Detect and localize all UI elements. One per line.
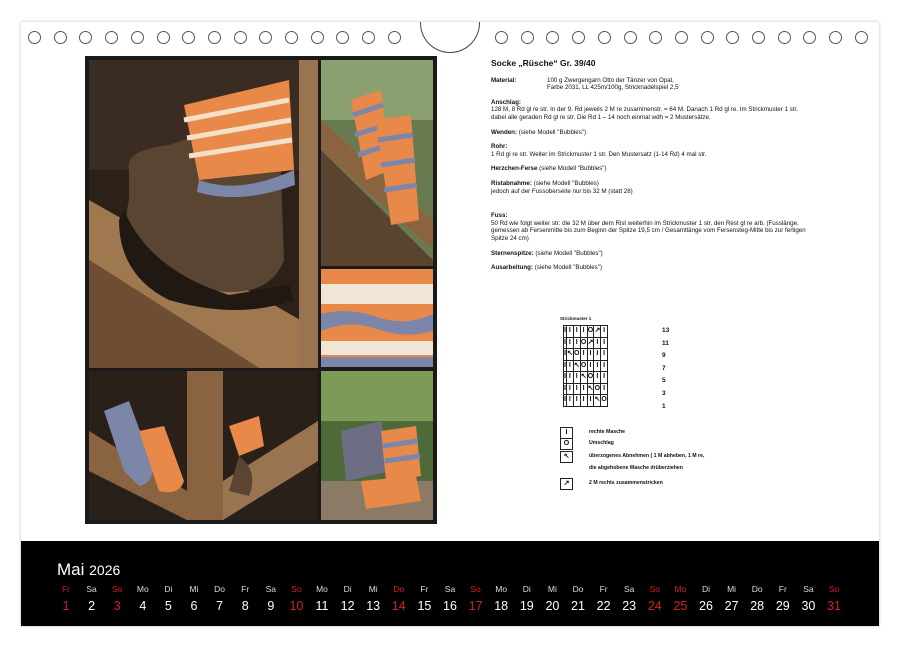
- chart-cell: ↖: [573, 360, 580, 372]
- day-number: 9: [267, 599, 275, 613]
- day-name: So: [291, 584, 302, 594]
- chart-row-number: 9: [662, 352, 666, 360]
- binding-ring: [803, 31, 816, 44]
- chart-cell: I: [580, 349, 587, 361]
- chart-cell: I: [601, 383, 607, 395]
- day-name: Mi: [547, 584, 557, 594]
- rist-text: (siehe Modell "Bubbles): [533, 179, 599, 187]
- day-number: 6: [190, 599, 198, 613]
- chart-cell: I: [594, 337, 601, 349]
- ferse-section: [491, 165, 811, 173]
- chart-cell: I: [573, 372, 580, 384]
- binding-ring: [208, 31, 221, 44]
- day-name: Mo: [674, 584, 687, 594]
- day-number: 21: [571, 599, 585, 613]
- material-line2: Farbe 2031, LL 425m/100g, Stricknadelspiel 2,5: [547, 84, 679, 92]
- binding-ring: [649, 31, 662, 44]
- day-number: 14: [391, 599, 406, 613]
- photo-socks-ladder: [89, 371, 318, 520]
- anschlag-section: [491, 99, 811, 122]
- chart-cell: O: [580, 360, 587, 372]
- day-name: Sa: [803, 584, 814, 594]
- spitze-text: (siehe Modell "Bubbles"): [535, 249, 603, 257]
- chart-cell: ↗: [594, 326, 601, 338]
- day-number: 26: [699, 599, 713, 613]
- day-name: Sa: [265, 584, 276, 594]
- chart-cell: I: [601, 337, 607, 349]
- binding-ring: [778, 31, 791, 44]
- chart-row: [564, 360, 608, 372]
- material-label: Material:: [491, 76, 517, 84]
- chart-cell: I: [564, 372, 567, 384]
- day-name: Di: [164, 584, 173, 594]
- chart-cell: I: [580, 326, 587, 338]
- day-number: 20: [545, 599, 560, 613]
- day-name: Do: [393, 584, 405, 594]
- month-title: [57, 560, 120, 580]
- day-name: Sa: [623, 584, 635, 594]
- month-name: Mai: [57, 560, 85, 579]
- pattern-instructions: [491, 60, 811, 279]
- day-number: 13: [366, 599, 381, 613]
- binding-ring: [572, 31, 585, 44]
- day-number: 18: [494, 599, 509, 613]
- chart-cell: I: [573, 383, 580, 395]
- binding-ring: [157, 31, 170, 44]
- legend-text-line: Umschlag: [589, 440, 614, 446]
- anschlag-label: Anschlag:: [491, 98, 521, 106]
- material-section: [491, 77, 811, 92]
- day-name: So: [111, 584, 123, 594]
- binding-ring: [285, 31, 298, 44]
- binding-ring: [336, 31, 349, 44]
- chart-cell: I: [580, 383, 587, 395]
- day-name: Di: [343, 584, 352, 594]
- chart-cell: I: [566, 395, 573, 407]
- chart-cell: I: [587, 349, 594, 361]
- ferse-text: (siehe Modell "Bubbles"): [539, 165, 607, 173]
- chart-cell: I: [594, 349, 601, 361]
- chart-row-number: 13: [662, 327, 670, 334]
- day-number: 31: [827, 599, 841, 613]
- photo-collage: [85, 56, 437, 524]
- day-number: 4: [139, 599, 147, 613]
- chart-cell: I: [601, 326, 607, 338]
- chart-row-number: 7: [662, 364, 666, 372]
- day-number: 10: [289, 599, 304, 613]
- day-name: Fr: [599, 584, 608, 594]
- chart-cell: O: [587, 372, 594, 384]
- pattern-title: Socke „Rüsche“ Gr. 39/40: [491, 58, 596, 68]
- day-number: 15: [417, 599, 432, 613]
- day-number: 12: [340, 599, 355, 613]
- day-name: Di: [701, 584, 711, 594]
- day-name: Fr: [241, 584, 250, 594]
- chart-cell: I: [566, 360, 573, 372]
- chart-row: [564, 395, 608, 407]
- day-number: 1: [62, 599, 70, 613]
- chart-cell: I: [601, 349, 607, 361]
- chart-cell: I: [573, 395, 580, 407]
- rist-text2: jedoch auf der Fussoberseite nur bis 32 M (statt 28): [491, 187, 633, 195]
- legend-symbol: O: [560, 438, 573, 450]
- legend-text: [589, 429, 625, 435]
- binding-ring: [829, 31, 842, 44]
- ausarb-label: Ausarbeitung:: [491, 264, 533, 272]
- day-number: 3: [113, 599, 121, 613]
- binding-ring: [105, 31, 118, 44]
- chart-cell: I: [564, 326, 567, 338]
- day-name: Sa: [86, 584, 97, 594]
- binding-ring: [521, 31, 534, 44]
- day-number: 22: [596, 599, 611, 613]
- day-name: So: [470, 584, 481, 594]
- chart-row: [564, 337, 608, 349]
- day-number: 8: [241, 599, 249, 613]
- chart-row-number: 3: [662, 390, 666, 397]
- chart-cell: I: [566, 372, 573, 384]
- binding-ring: [752, 31, 765, 44]
- binding-ring: [701, 31, 714, 44]
- photo-boot-sock-large: [89, 60, 318, 368]
- chart-cell: ↖: [566, 349, 573, 361]
- day-name: Mo: [495, 584, 508, 594]
- binding-ring: [259, 31, 272, 44]
- chart-cell: I: [564, 395, 567, 407]
- day-name: So: [828, 584, 840, 594]
- legend-text: [589, 440, 614, 446]
- binding-ring: [726, 31, 739, 44]
- chart-row-number: 5: [662, 377, 666, 385]
- legend-text: [589, 480, 663, 486]
- binding-ring: [362, 31, 375, 44]
- day-number: 24: [647, 599, 662, 613]
- chart-cell: I: [564, 360, 567, 372]
- chart-cell: I: [566, 326, 573, 338]
- binding-ring: [495, 31, 508, 44]
- chart-cell: O: [601, 395, 607, 407]
- binding-ring: [546, 31, 559, 44]
- day-number: 23: [622, 599, 637, 613]
- chart-cell: I: [566, 337, 573, 349]
- chart-cell: ↖: [594, 395, 601, 407]
- day-name: Do: [214, 584, 226, 594]
- month-year: 2026: [89, 562, 121, 578]
- binding-ring: [675, 31, 688, 44]
- chart-row: [564, 326, 608, 338]
- chart-cell: I: [601, 360, 607, 372]
- binding-ring: [855, 31, 868, 44]
- binding-ring: [131, 31, 144, 44]
- chart-cell: O: [573, 349, 580, 361]
- day-number: 11: [315, 599, 329, 613]
- legend-symbol: ↖: [560, 451, 573, 463]
- legend-text: [589, 453, 704, 471]
- day-name: Fr: [61, 584, 71, 594]
- chart-cell: O: [594, 383, 601, 395]
- day-name: Mo: [316, 584, 328, 594]
- day-number: 17: [468, 599, 483, 613]
- chart-cell: I: [564, 337, 567, 349]
- ausarb-section: [491, 264, 811, 272]
- day-name: Sa: [444, 584, 456, 594]
- chart-cell: I: [573, 337, 580, 349]
- photo-socks-boots: [321, 371, 433, 520]
- day-name: So: [649, 584, 660, 594]
- rist-section: [491, 180, 811, 195]
- ausarb-text: (siehe Modell "Bubbles"): [534, 264, 603, 272]
- ferse-label: Herzchen-Ferse: [491, 165, 538, 173]
- photo-ruffle-closeup: [321, 269, 433, 367]
- day-number: 28: [750, 599, 765, 613]
- spitze-section: [491, 250, 811, 258]
- chart-cell: I: [580, 395, 587, 407]
- day-number: 5: [164, 599, 172, 613]
- legend-text-line: rechte Masche: [589, 429, 626, 435]
- day-number: 25: [673, 599, 688, 613]
- wenden-label: Wenden:: [491, 128, 518, 136]
- chart-grid: [563, 325, 608, 407]
- rohr-section: [491, 143, 811, 158]
- chart-row: [564, 383, 608, 395]
- binding-ring: [388, 31, 401, 44]
- day-name: Fr: [420, 584, 429, 594]
- wenden-text: (siehe Modell "Bubbles"): [518, 128, 587, 136]
- day-name: Mi: [189, 584, 199, 594]
- binding-ring: [598, 31, 611, 44]
- chart-title: Strickmuster 1: [560, 316, 592, 321]
- anschlag-text: 128 M, 8 Rd gl re str. In der 9. Rd jeweils 2 M re zusammenstr. = 64 M. Danach 1 Rd gl re. Im Strickmuster 1 str. dabei alle geraden Rd gl re str. Die Rd 1 – 14 noch einmal wdh = 2 Mustersätze.: [491, 106, 798, 121]
- legend-text-line: die abgehobene Masche drüberziehen: [589, 465, 683, 471]
- binding-ring: [182, 31, 195, 44]
- chart-row: [564, 372, 608, 384]
- binding-ring: [28, 31, 41, 44]
- day-number: 19: [519, 599, 534, 613]
- day-number: 16: [443, 599, 457, 613]
- legend-text-line: überzogenes Abnehmen ( 1 M abheben, 1 M re,: [589, 453, 705, 459]
- chart-cell: I: [594, 372, 601, 384]
- day-name: Mi: [368, 584, 378, 594]
- chart-cell: I: [566, 383, 573, 395]
- chart-cell: I: [594, 360, 601, 372]
- day-name: Fr: [778, 584, 787, 594]
- day-number: 29: [775, 599, 790, 613]
- rist-label: Ristabnahme:: [491, 179, 532, 187]
- chart-cell: I: [564, 349, 567, 361]
- rohr-text: 1 Rd gl re str. Weiter im Strickmuster 1 str. Den Mustersatz (1-14 Rd) 4 mal str.: [491, 150, 707, 158]
- wenden-section: [491, 129, 811, 137]
- chart-cell: I: [573, 326, 580, 338]
- chart-cell: I: [587, 360, 594, 372]
- chart-cell: ↖: [580, 372, 587, 384]
- binding-ring: [311, 31, 324, 44]
- day-number: 7: [216, 599, 224, 613]
- binding-ring: [624, 31, 637, 44]
- chart-cell: O: [580, 337, 587, 349]
- binding-ring: [54, 31, 67, 44]
- chart-row-number: 11: [662, 339, 669, 347]
- day-name: Do: [751, 584, 763, 594]
- fuss-text: 50 Rd wie folgt weiter str: die 32 M über dem Rist weiterhin im Strickmuster 1 str, den Rest gl re arb. (Fusslänge, gemessen ab Fersenmitte bis zum Beginn der Spitze 19,5 cm / Gesamtlänge vom Fersensteg-Mitte bis zur fertigen Spitze 24 cm): [491, 219, 806, 242]
- binding-ring: [234, 31, 247, 44]
- day-number: 27: [724, 599, 739, 613]
- chart-cell: I: [601, 372, 607, 384]
- day-name: Mi: [727, 584, 737, 594]
- chart-cell: ↖: [587, 383, 594, 395]
- photo-socks-stairs: [321, 60, 433, 266]
- material-line1: 100 g Zwergengarn Otto der Tänzer von Opal,: [547, 76, 674, 84]
- rohr-label: Rohr:: [491, 143, 508, 151]
- fuss-label: Fuss:: [491, 212, 508, 220]
- day-name: Do: [572, 584, 584, 594]
- spitze-label: Sternenspitze:: [491, 249, 534, 257]
- day-name: Di: [522, 584, 531, 594]
- calendar-bar: [21, 541, 879, 626]
- chart-cell: O: [587, 326, 594, 338]
- fuss-section: [491, 212, 811, 242]
- chart-row: [564, 349, 608, 361]
- chart-cell: ↗: [587, 337, 594, 349]
- legend-text-line: 2 M rechts zusammenstricken: [589, 480, 663, 486]
- legend-symbol: ↗: [560, 478, 573, 490]
- chart-cell: I: [587, 395, 594, 407]
- chart-cell: I: [564, 383, 567, 395]
- day-number: 2: [88, 599, 96, 613]
- binding-ring: [79, 31, 92, 44]
- chart-row-number: 1: [662, 402, 666, 410]
- legend-symbol: I: [560, 427, 573, 439]
- day-name: Mo: [136, 584, 149, 594]
- day-number: 30: [801, 599, 816, 613]
